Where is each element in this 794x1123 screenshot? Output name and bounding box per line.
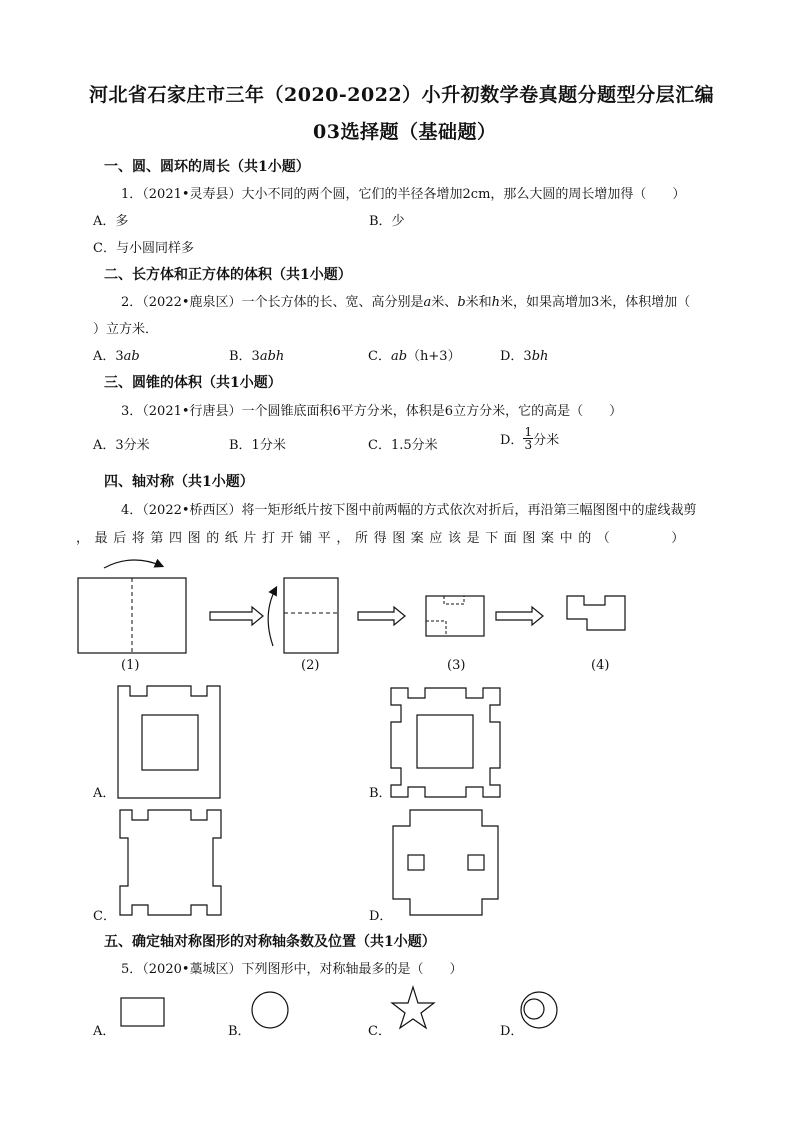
fraction-one-third: $\frac{1}{3}$ (524, 425, 533, 452)
question-4-line2: ，最后将第四图的纸片打开铺平，所得图案应该是下面图案中的（ ） (76, 531, 690, 546)
question-2: 2．（2022•鹿泉区）一个长方体的长、宽、高分别是a米、b米和h米，如果高增加3米，体积增加（ (121, 295, 691, 310)
page-title: 河北省石家庄市三年（2020-2022）小升初数学卷真题分题型分层汇编 (89, 84, 715, 106)
q2-option-a[interactable]: A．3ab (93, 349, 140, 364)
question-1: 1．（2021•灵寿县）大小不同的两个圆，它们的半径各增加2cm，那么大圆的周长增加得（ ） (121, 187, 686, 202)
question-3: 3．（2021•行唐县）一个圆锥底面积6平方分米，体积是6立方分米，它的高是（ ） (121, 404, 623, 419)
q5-option-a[interactable]: A． (93, 1024, 116, 1039)
question-4-line1: 4．（2022•桥西区）将一矩形纸片按下图中前两幅的方式依次对折后，再沿第三幅图图中的虚线裁剪 (121, 503, 697, 518)
question-2-line2: ）立方米． (93, 322, 159, 337)
q5-option-b[interactable]: B． (228, 1024, 251, 1039)
rectangle-shape (121, 998, 164, 1026)
q4-option-b[interactable]: B． (369, 786, 392, 801)
q2-option-b[interactable]: B．3abh (229, 349, 285, 364)
star-shape (392, 987, 434, 1028)
section-heading-2: 二、长方体和正方体的体积（共1小题） (104, 267, 352, 283)
q5-option-c[interactable]: C． (368, 1024, 391, 1039)
q3-option-a[interactable]: A．3分米 (93, 438, 150, 453)
q1-option-a[interactable]: A．多 (93, 214, 129, 229)
q1-option-b[interactable]: B．少 (369, 214, 405, 229)
q4-option-d[interactable]: D． (369, 909, 393, 924)
section-heading-1: 一、圆、圆环的周长（共1小题） (104, 159, 310, 175)
q3-option-c[interactable]: C．1.5分米 (368, 438, 438, 453)
q3-option-b[interactable]: B．1分米 (229, 438, 286, 453)
question-5: 5．（2020•藁城区）下列图形中，对称轴最多的是（ ） (121, 962, 463, 977)
q2-option-d[interactable]: D．3bh (500, 349, 549, 364)
section-heading-5: 五、确定轴对称图形的对称轴条数及位置（共1小题） (104, 934, 436, 950)
figure-label-1: (1) (121, 658, 140, 673)
figure-label-3: (3) (447, 658, 466, 673)
nested-circles-shape (521, 992, 557, 1028)
q3-option-d[interactable]: D． $\frac{1}{3}$ 分米 (500, 425, 560, 452)
figure-label-4: (4) (591, 658, 610, 673)
q4-option-a[interactable]: A． (93, 786, 116, 801)
q4-option-c[interactable]: C． (93, 909, 116, 924)
q2-option-c[interactable]: C．ab（h+3） (368, 349, 461, 364)
section-heading-4: 四、轴对称（共1小题） (104, 474, 254, 490)
q1-option-c[interactable]: C．与小圆同样多 (93, 241, 194, 256)
q5-option-d[interactable]: D． (500, 1024, 524, 1039)
page-subtitle: 03选择题（基础题） (313, 121, 497, 143)
figure-label-2: (2) (301, 658, 320, 673)
circle-shape (252, 992, 288, 1028)
section-heading-3: 三、圆锥的体积（共1小题） (104, 375, 282, 391)
